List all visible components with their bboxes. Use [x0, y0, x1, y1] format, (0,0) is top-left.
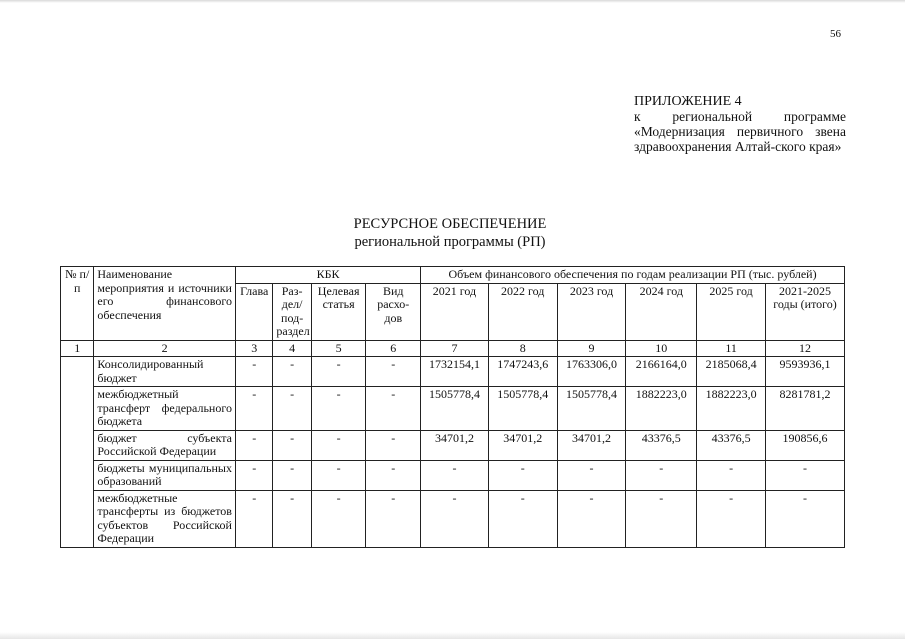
value-cell: 1505778,4	[421, 387, 489, 431]
header-year: 2021 год	[421, 283, 489, 340]
kbk-cell: -	[273, 387, 311, 431]
column-number: 3	[235, 340, 272, 357]
row-name: Консолидированный бюджет	[94, 357, 236, 387]
value-cell: 1505778,4	[488, 387, 557, 431]
column-number: 6	[366, 340, 421, 357]
header-year: 2021-2025 годы (итого)	[765, 283, 844, 340]
value-cell: -	[557, 460, 626, 490]
header-year: 2023 год	[557, 283, 626, 340]
kbk-cell: -	[273, 490, 311, 547]
value-cell: -	[557, 490, 626, 547]
kbk-cell: -	[311, 460, 366, 490]
value-cell: 34701,2	[421, 430, 489, 460]
document-title-line1: РЕСУРСНОЕ ОБЕСПЕЧЕНИЕ	[353, 216, 547, 232]
page-number: 56	[830, 28, 841, 40]
row-name: межбюджетный трансферт федерального бюджета	[94, 387, 236, 431]
kbk-cell: -	[311, 430, 366, 460]
scan-top-edge	[0, 0, 905, 3]
table-row	[61, 387, 845, 431]
header-year: 2025 год	[697, 283, 766, 340]
scan-bottom-edge	[0, 632, 905, 639]
value-cell: 2166164,0	[626, 357, 697, 387]
row-name: бюджет субъекта Российской Федерации	[94, 430, 236, 460]
value-cell: -	[765, 490, 844, 547]
appendix-title: ПРИЛОЖЕНИЕ 4	[634, 94, 742, 109]
kbk-cell: -	[235, 460, 272, 490]
column-number: 11	[697, 340, 766, 357]
header-volume: Объем финансового обеспечения по годам реализации РП (тыс. рублей)	[421, 267, 845, 284]
value-cell: 1882223,0	[697, 387, 766, 431]
value-cell: 190856,6	[765, 430, 844, 460]
value-cell: 1882223,0	[626, 387, 697, 431]
value-cell: 2185068,4	[697, 357, 766, 387]
table-row	[61, 490, 845, 547]
value-cell: -	[488, 460, 557, 490]
table-row	[61, 460, 845, 490]
kbk-cell: -	[235, 490, 272, 547]
value-cell: -	[626, 460, 697, 490]
header-kbk: КБК	[235, 267, 420, 284]
kbk-cell: -	[366, 387, 421, 431]
document-title-line2: региональной программы (РП)	[354, 234, 546, 250]
column-number: 12	[765, 340, 844, 357]
column-number: 9	[557, 340, 626, 357]
kbk-cell: -	[273, 357, 311, 387]
column-number: 8	[488, 340, 557, 357]
value-cell: 8281781,2	[765, 387, 844, 431]
kbk-cell: -	[273, 430, 311, 460]
value-cell: 34701,2	[557, 430, 626, 460]
kbk-cell: -	[235, 430, 272, 460]
kbk-cell: -	[235, 387, 272, 431]
value-cell: -	[626, 490, 697, 547]
value-cell: 43376,5	[626, 430, 697, 460]
value-cell: 9593936,1	[765, 357, 844, 387]
header-kbk-col: Раз-дел/ под-раздел	[273, 283, 311, 340]
column-number: 1	[61, 340, 94, 357]
kbk-cell: -	[235, 357, 272, 387]
resource-table	[60, 266, 845, 548]
column-number: 7	[421, 340, 489, 357]
row-name: бюджеты муниципальных образований	[94, 460, 236, 490]
appendix-text: к региональной программе «Модернизация первичного звена здравоохранения Алтай-ского края»	[634, 109, 846, 154]
kbk-cell: -	[311, 357, 366, 387]
value-cell: -	[488, 490, 557, 547]
value-cell: 1747243,6	[488, 357, 557, 387]
table-row	[61, 357, 845, 387]
value-cell: 1505778,4	[557, 387, 626, 431]
header-kbk-col: Целевая статья	[311, 283, 366, 340]
value-cell: -	[697, 460, 766, 490]
header-row-1	[61, 267, 845, 284]
header-kbk-col: Вид расхо-дов	[366, 283, 421, 340]
kbk-cell: -	[273, 460, 311, 490]
value-cell: -	[765, 460, 844, 490]
header-year: 2022 год	[488, 283, 557, 340]
kbk-cell: -	[366, 490, 421, 547]
kbk-cell: -	[311, 490, 366, 547]
header-num: № п/п	[61, 267, 94, 341]
value-cell: 1732154,1	[421, 357, 489, 387]
kbk-cell: -	[311, 387, 366, 431]
kbk-cell: -	[366, 357, 421, 387]
value-cell: -	[421, 460, 489, 490]
row-number-cell	[61, 357, 94, 548]
document-title	[260, 215, 640, 251]
table-row	[61, 430, 845, 460]
header-name: Наименование мероприятия и источники его финансового обеспечения	[94, 267, 236, 341]
appendix-block	[634, 94, 846, 154]
value-cell: 43376,5	[697, 430, 766, 460]
column-number: 2	[94, 340, 236, 357]
value-cell: -	[421, 490, 489, 547]
value-cell: 1763306,0	[557, 357, 626, 387]
kbk-cell: -	[366, 460, 421, 490]
column-number: 10	[626, 340, 697, 357]
column-number: 4	[273, 340, 311, 357]
row-name: межбюджетные трансферты из бюджетов субъектов Российской Федерации	[94, 490, 236, 547]
header-year: 2024 год	[626, 283, 697, 340]
kbk-cell: -	[366, 430, 421, 460]
column-number: 5	[311, 340, 366, 357]
header-kbk-col: Глава	[235, 283, 272, 340]
value-cell: 34701,2	[488, 430, 557, 460]
value-cell: -	[697, 490, 766, 547]
column-number-row	[61, 340, 845, 357]
